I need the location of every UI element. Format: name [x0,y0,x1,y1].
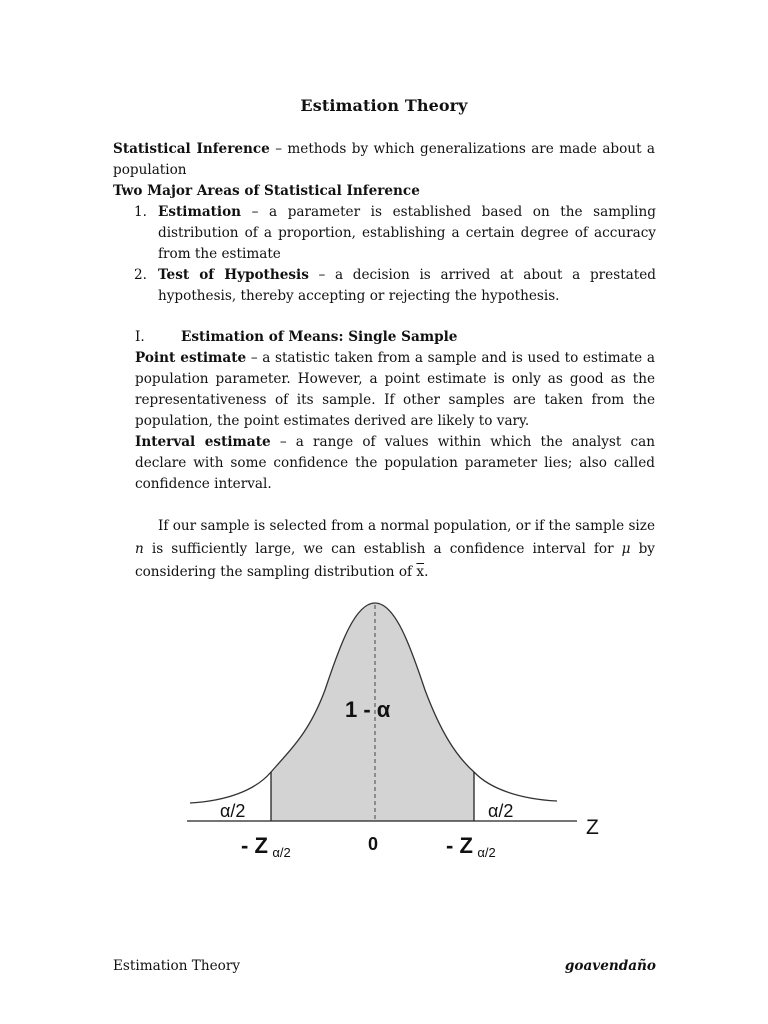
footer-left: Estimation Theory [113,958,241,974]
point-estimate-term: Point estimate [135,350,247,366]
list-item [136,202,656,265]
right-tail-label: α/2 [488,801,514,821]
interval-estimate-paragraph [135,432,655,495]
areas-heading: Two Major Areas of Statistical Inference [113,183,420,199]
confidence-paragraph [135,515,655,584]
list-text [158,202,656,265]
left-critical-label [241,833,291,860]
xbar-symbol: $\overline{x}$ [416,564,425,580]
mu-symbol: μ [621,541,631,557]
paragraph-part3: by considering the sampling distribution of [135,541,655,580]
right-critical-label [446,833,496,860]
axis-label: Z [586,816,599,839]
list-description: – a parameter is established based on the sampling distribution of a proportion, establishing a certain degree of accuracy from the estimate [158,204,656,262]
intro-definition: – methods by which generalizations are made about a population [113,141,655,178]
section-roman: I. [135,329,145,345]
section-heading [135,327,655,348]
confidence-label: 1 - α [345,697,391,722]
list-number: 2. [134,267,147,283]
list-term: Estimation [158,204,242,220]
left-critical-sub: α/2 [272,845,291,860]
point-estimate-paragraph [135,348,655,432]
page-title: Estimation Theory [300,96,468,115]
list-term: Test of Hypothesis [158,267,309,283]
list-item [136,265,656,307]
paragraph-end: . [424,564,429,580]
paragraph-part2: is sufficiently large, we can establish a confidence interval for [151,541,614,557]
section-title: Estimation of Means: Single Sample [181,329,458,345]
right-critical-sub: α/2 [477,845,496,860]
interval-estimate-text: – a range of values within which the analyst can declare with some confidence the population parameter lies; also called confidence interval. [135,434,656,492]
list-text [158,265,656,307]
footer-right: goavendaño [564,958,656,974]
list-number: 1. [134,204,147,220]
paragraph-part1: If our sample is selected from a normal population, or if the sample size [158,518,655,534]
intro-term: Statistical Inference [113,141,270,157]
sample-size-symbol: n [135,541,144,557]
left-tail-label: α/2 [220,801,246,821]
list-description: – a decision is arrived at about a prestated hypothesis, thereby accepting or rejecting the hypothesis. [158,267,656,304]
zero-label: 0 [368,834,379,854]
intro-paragraph [113,139,655,181]
right-critical-main: - Z [446,833,473,858]
point-estimate-text: – a statistic taken from a sample and is used to estimate a population parameter. However, a point estimate is only as good as the representativeness of its sample. If other samples are taken from the population, the point estimates derived are likely to vary. [135,350,655,429]
interval-estimate-term: Interval estimate [135,434,271,450]
normal-curve-figure [185,595,625,870]
left-critical-main: - Z [241,833,268,858]
